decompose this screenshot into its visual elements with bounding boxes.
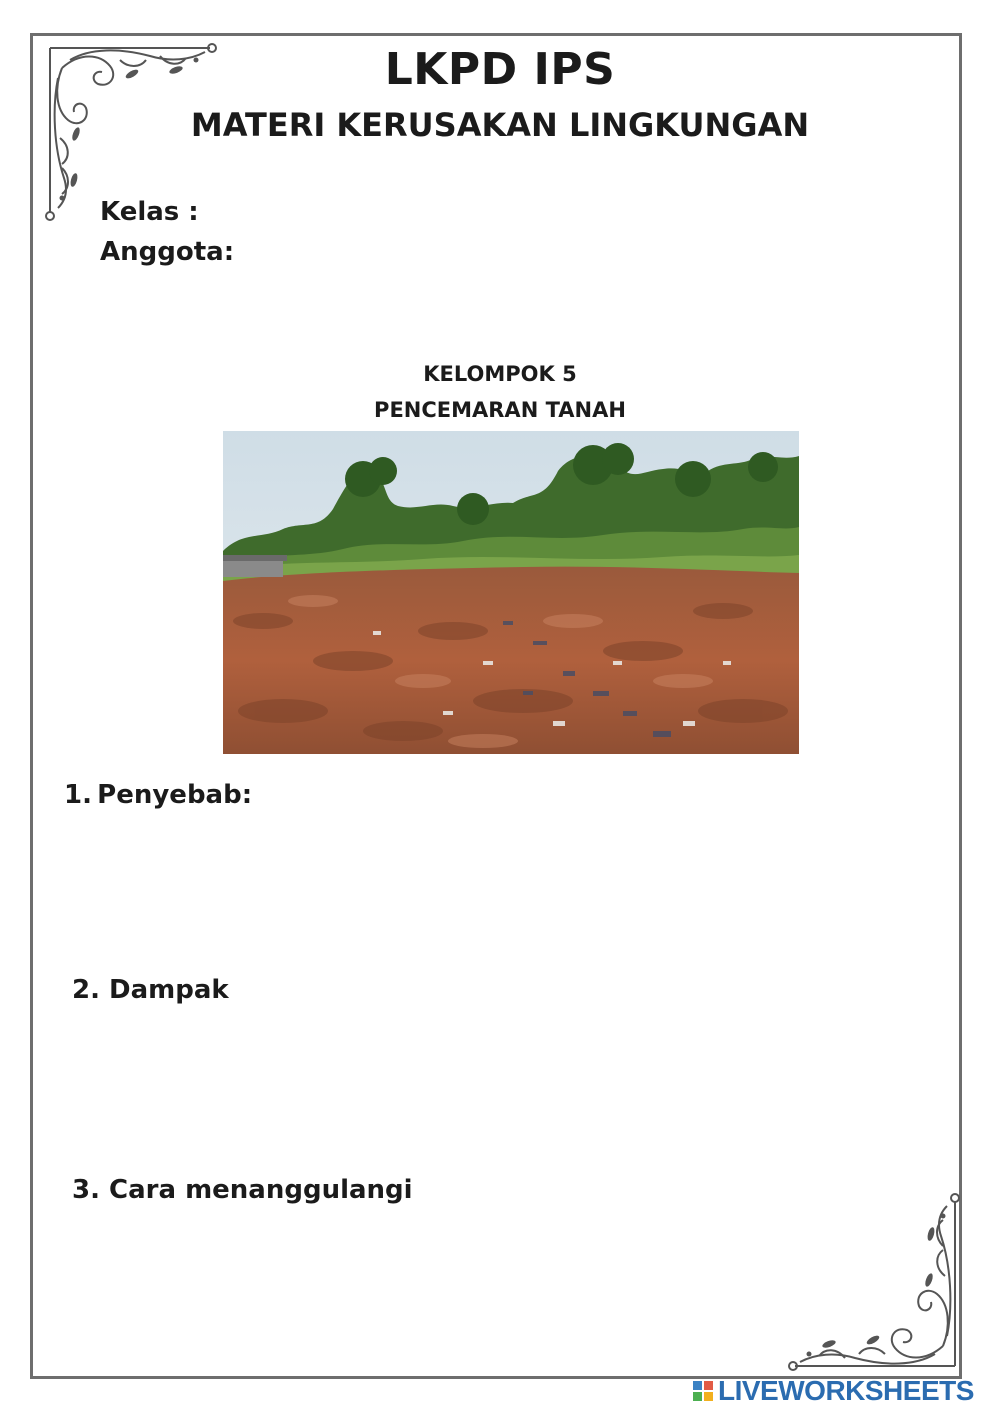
page-subtitle: MATERI KERUSAKAN LINGKUNGAN — [190, 106, 810, 144]
liveworksheets-wordmark: LIVEWORKSHEETS — [718, 1375, 974, 1406]
polluted-soil-photo — [223, 431, 799, 754]
question-cara-menanggulangi: 3. Cara menanggulangi — [72, 1175, 413, 1205]
question-penyebab: 1. Penyebab: — [64, 780, 253, 810]
page-title: LKPD IPS — [384, 44, 616, 95]
liveworksheets-logo[interactable] — [692, 1374, 974, 1408]
group-topic: PENCEMARAN TANAH — [374, 398, 626, 422]
kelas-label: Kelas : — [100, 197, 199, 227]
ornament-bottom-right-icon — [775, 1186, 965, 1376]
anggota-label: Anggota: — [100, 237, 235, 267]
liveworksheets-mark-icon — [692, 1380, 714, 1402]
group-name: KELOMPOK 5 — [423, 362, 577, 386]
question-dampak: 2. Dampak — [72, 975, 229, 1005]
